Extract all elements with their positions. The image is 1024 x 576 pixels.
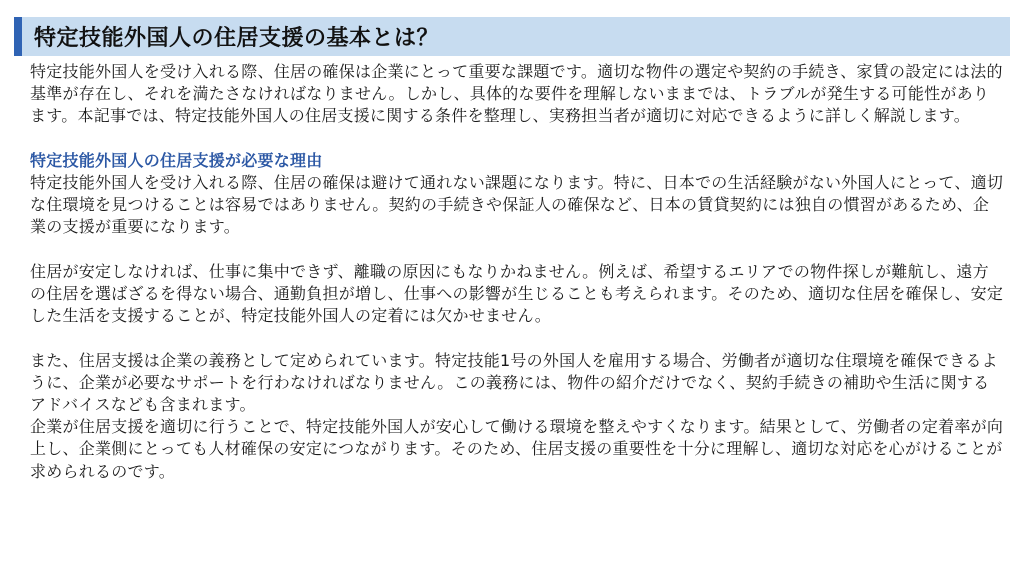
section-heading: 特定技能外国人の住居支援が必要な理由 [30,150,323,170]
spacer [30,239,1005,261]
section-paragraph-2: 住居が安定しなければ、仕事に集中できず、離職の原因にもなりかねません。例えば、希望するエリアでの物件探しが難航し、遠方の住居を選ばざるを得ない場合、通勤負担が増し、仕事への影響が生じることも考えられます。そのため、適切な住居を確保し、安定した生活を支援することが、特定技能外国人の定着には欠かせません。 [30,261,1004,326]
article-body [30,61,1005,483]
title-bar [14,17,1010,56]
intro-paragraph: 特定技能外国人を受け入れる際、住居の確保は企業にとって重要な課題です。適切な物件の選定や契約の手続き、家賃の設定には法的基準が存在し、それを満たさなければなりません。しかし、具体的な要件を理解しないままでは、トラブルが発生する可能性があります。本記事では、特定技能外国人の住居支援に関する条件を整理し、実務担当者が適切に対応できるように詳しく解説します。 [30,62,1003,126]
section-paragraph-4: 企業が住居支援を適切に行うことで、特定技能外国人が安心して働ける環境を整えやすくなります。結果として、労働者の定着率が向上し、企業側にとっても人材確保の安定につながります。そのため、住居支援の重要性を十分に理解し、適切な対応を心がけることが求められるのです。 [30,417,1004,481]
section-paragraph-1: 特定技能外国人を受け入れる際、住居の確保は避けて通れない課題になります。特に、日本での生活経験がない外国人にとって、適切な住環境を見つけることは容易ではありません。契約の手続きや保証人の確保など、日本の賃貸契約には独自の慣習があるため、企業の支援が重要になります。 [30,173,1004,237]
spacer [30,128,1005,150]
spacer [30,327,1005,349]
section-paragraph-3: また、住居支援は企業の義務として定められています。特定技能1号の外国人を雇用する場合、労働者が適切な住環境を確保できるように、企業が必要なサポートを行わなければなりません。この義務には、物件の紹介だけでなく、契約手続きの補助や生活に関するアドバイスなども含まれます。 [30,350,998,414]
page-title: 特定技能外国人の住居支援の基本とは？ [34,26,440,51]
